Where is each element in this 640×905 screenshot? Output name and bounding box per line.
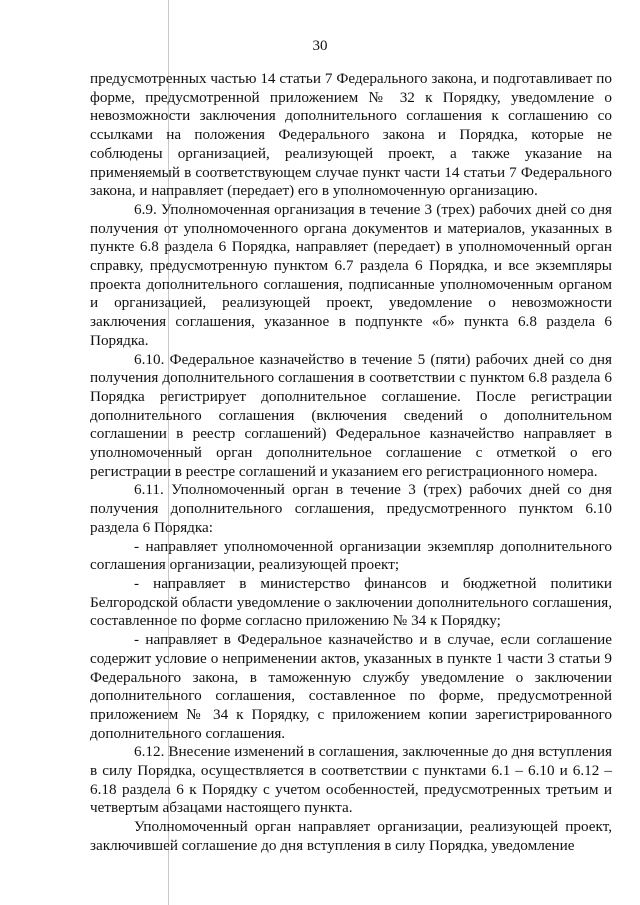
page-number: 30 xyxy=(312,38,328,54)
paragraph-continuation: предусмотренных частью 14 статьи 7 Федерального закона, и подготавливает по форме, предусмотренной приложением № 32 к Порядку, уведомление о невозможности заключения дополнительного соглашения к соглашению со ссылками на положения Федерального закона и Порядка, которые не соблюдены организацией, реализующей проект, а также указание на применяемый в соответствующем случае пункт части 14 статьи 7 Федерального закона, и направляет (передает) его в уполномоченную организацию. xyxy=(90,70,612,200)
paragraph-6-10: 6.10. Федеральное казначейство в течение 5 (пяти) рабочих дней со дня получения дополнительного соглашения в соответствии с пунктом 6.8 раздела 6 Порядка регистрирует дополнительное соглашение. После регистрации дополнительного соглашения (включения сведений о дополнительном соглашении в реестр соглашений) Федеральное казначейство направляет в уполномоченный орган дополнительное соглашение с отметкой о его регистрации в реестре соглашений и указанием его регистрационного номера. xyxy=(90,350,612,480)
paragraph-6-12: 6.12. Внесение изменений в соглашения, заключенные до дня вступления в силу Порядка, осуществляется в соответствии с пунктами 6.1 – 6.10 и 6.12 – 6.18 раздела 6 к Порядку с учетом особенностей, предусмотренных третьим и четвертым абзацами настоящего пункта. xyxy=(90,743,612,817)
list-item: - направляет в Федеральное казначейство и в случае, если соглашение содержит условие о неприменении актов, указанных в пункте 1 части 3 статьи 9 Федерального закона, в таможенную службу уведомление о заключении дополнительного соглашения, составленное по форме, предусмотренной приложением № 34 к Порядку, с приложением копии зарегистрированного дополнительного соглашения. xyxy=(90,631,612,742)
paragraph-6-9: 6.9. Уполномоченная организация в течение 3 (трех) рабочих дней со дня получения от уполномоченного органа документов и материалов, указанных в пункте 6.8 раздела 6 Порядка, направляет (передает) в уполномоченный орган справку, предусмотренную пунктом 6.7 раздела 6 Порядка, и все экземпляры проекта дополнительного соглашения, подписанные уполномоченным органом и организацией, реализующей проект, уведомление о невозможности заключения соглашения, указанное в подпункте «б» пункта 6.8 раздела 6 Порядка. xyxy=(90,200,612,349)
list-item: - направляет уполномоченной организации экземпляр дополнительного соглашения организации, реализующей проект; xyxy=(90,537,612,574)
list-item: - направляет в министерство финансов и бюджетной политики Белгородской области уведомление о заключении дополнительного соглашения, составленное по форме согласно приложению № 34 к Порядку; xyxy=(90,574,612,630)
paragraph-notice: Уполномоченный орган направляет организации, реализующей проект, заключившей соглашение до дня вступления в силу Порядка, уведомление xyxy=(90,818,612,854)
document-body xyxy=(90,70,612,856)
paragraph-6-11: 6.11. Уполномоченный орган в течение 3 (трех) рабочих дней со дня получения дополнительного соглашения, предусмотренного пунктом 6.10 раздела 6 Порядка: xyxy=(90,481,612,536)
